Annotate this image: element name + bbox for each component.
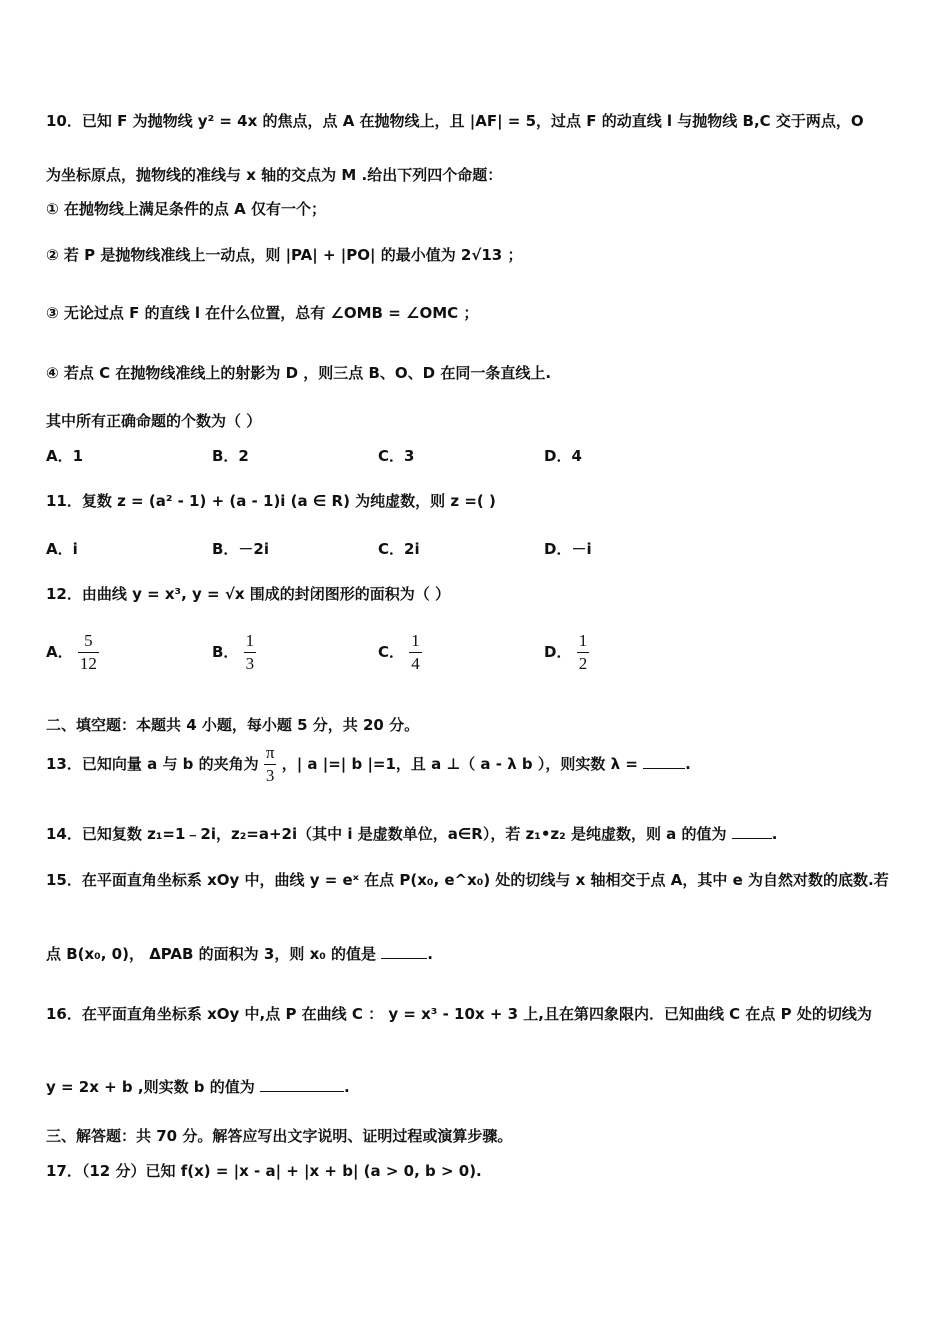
q16-answer-blank[interactable] (260, 1077, 344, 1092)
q11-option-d: D．－i (544, 540, 592, 558)
q10-stem-line1: 10．已知 F 为抛物线 y² = 4x 的焦点，点 A 在抛物线上，且 |AF| = 5，过点 F 的动直线 l 与抛物线 B,C 交于两点，O (46, 112, 864, 130)
q16-line1: 16．在平面直角坐标系 xOy 中,点 P 在曲线 C ： y = x³ - 10x + 3 上,且在第四象限内．已知曲线 C 在点 P 处的切线为 (46, 1005, 872, 1023)
q10-option-a: A．1 (46, 447, 84, 465)
q10-option-d: D．4 (544, 447, 582, 465)
q12-option-a-label: A． (46, 643, 73, 661)
q10-proposition-1: ① 在抛物线上满足条件的点 A 仅有一个； (46, 200, 326, 218)
q12-option-d (544, 630, 589, 675)
section-2-heading: 二、填空题：本题共 4 小题，每小题 5 分，共 20 分。 (46, 716, 420, 734)
q15-line2-text: 点 B(x₀, 0)， ΔPAB 的面积为 3，则 x₀ 的值是 (46, 945, 377, 963)
q11-stem: 11．复数 z = (a² - 1) + (a - 1)i (a ∈ R) 为纯虚数，则 z =( ) (46, 492, 496, 510)
q13-answer-blank[interactable] (643, 754, 685, 769)
q11-option-b: B．－2i (212, 540, 270, 558)
q13: 13．已知向量 a 与 b 的夹角为 $\frac{\pi}{3}$ ，| a |=| b |=1，且 a ⊥（ a - λ b ），则实数 λ = . (46, 743, 691, 785)
q10-proposition-3: ③ 无论过点 F 的直线 l 在什么位置，总有 ∠OMB = ∠OMC ； (46, 304, 479, 322)
q10-proposition-4: ④ 若点 C 在抛物线准线上的射影为 D ，则三点 B、O、D 在同一条直线上. (46, 364, 552, 382)
q14-answer-blank[interactable] (732, 824, 772, 839)
q13-post: ，| a |=| b |=1，且 a ⊥（ a - λ b ），则实数 λ = (281, 755, 638, 773)
q12-option-d-fraction: $\frac{1}{2}$ (578, 631, 588, 673)
q12-option-b-label: B． (212, 643, 239, 661)
section-3-heading: 三、解答题：共 70 分。解答应写出文字说明、证明过程或演算步骤。 (46, 1127, 513, 1145)
q15-line1: 15．在平面直角坐标系 xOy 中，曲线 y = eˣ 在点 P(x₀, e^x₀) 处的切线与 x 轴相交于点 A，其中 e 为自然对数的底数.若 (46, 871, 889, 889)
q10-question: 其中所有正确命题的个数为（ ） (46, 412, 262, 430)
q12-stem: 12．由曲线 y = x³, y = √x 围成的封闭图形的面积为（ ） (46, 585, 450, 603)
q13-angle-fraction: $\frac{\pi}{3}$ (265, 743, 275, 785)
q12-option-b (212, 630, 256, 675)
q12-option-a-fraction: $\frac{5}{12}$ (79, 631, 97, 673)
q16-line2: y = 2x + b ,则实数 b 的值为 . (46, 1078, 350, 1096)
q10-option-b: B．2 (212, 447, 249, 465)
q15-line2: 点 B(x₀, 0)， ΔPAB 的面积为 3，则 x₀ 的值是 . (46, 945, 433, 963)
q16-line2-text: y = 2x + b ,则实数 b 的值为 (46, 1078, 255, 1096)
q12-option-a (46, 630, 99, 675)
q12-option-b-fraction: $\frac{1}{3}$ (245, 631, 255, 673)
q10-stem-line2: 为坐标原点，抛物线的准线与 x 轴的交点为 M .给出下列四个命题： (46, 166, 503, 184)
q15-answer-blank[interactable] (381, 944, 427, 959)
q14: 14．已知复数 z₁=1﹣2i，z₂=a+2i（其中 i 是虚数单位，a∈R），若 z₁•z₂ 是纯虚数，则 a 的值为 . (46, 825, 778, 843)
q12-option-c-fraction: $\frac{1}{4}$ (411, 631, 420, 673)
q12-option-d-label: D． (544, 643, 572, 661)
q10-option-c: C．3 (378, 447, 415, 465)
q17: 17．（12 分）已知 f(x) = |x - a| + |x + b| (a > 0, b > 0). (46, 1162, 482, 1180)
q11-option-a: A．i (46, 540, 78, 558)
q10-proposition-2: ② 若 P 是抛物线准线上一动点，则 |PA| + |PO| 的最小值为 2√13 ； (46, 246, 523, 264)
q11-option-c: C．2i (378, 540, 420, 558)
q12-option-c-label: C． (378, 643, 405, 661)
q12-option-c (378, 630, 422, 675)
q13-pre: 13．已知向量 a 与 b 的夹角为 (46, 755, 259, 773)
q14-text: 14．已知复数 z₁=1﹣2i，z₂=a+2i（其中 i 是虚数单位，a∈R），若 z₁•z₂ 是纯虚数，则 a 的值为 (46, 825, 727, 843)
